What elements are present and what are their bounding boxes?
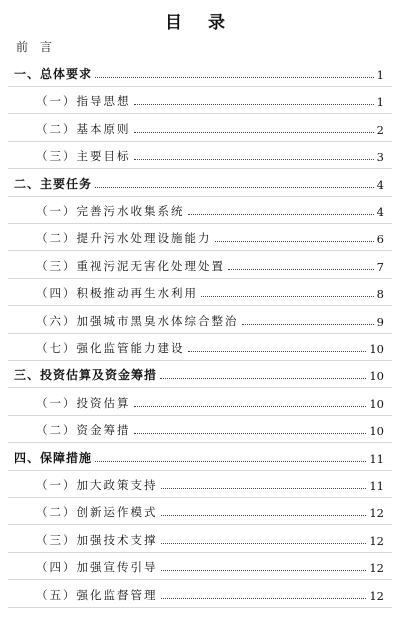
toc-entry-label: （一）指导思想: [36, 94, 131, 109]
toc-entry-label: （三）主要目标: [36, 149, 131, 164]
toc-dot-leader: [134, 158, 374, 160]
toc-page-number: 9: [376, 314, 384, 329]
row-divider: [8, 141, 392, 142]
toc-section-entry[interactable]: [0, 365, 400, 383]
toc-subsection-entry[interactable]: [0, 146, 400, 164]
toc-dot-leader: [134, 432, 367, 434]
row-divider: [8, 442, 392, 443]
toc-dot-leader: [188, 350, 367, 352]
toc-entry-label: 一、总体要求: [14, 67, 93, 81]
row-divider: [8, 415, 392, 416]
toc-entry-label: 三、投资估算及资金筹措: [14, 368, 158, 383]
toc-dot-leader: [161, 487, 367, 489]
toc-entry-label: （一）完善污水收集系统: [36, 204, 185, 218]
toc-dot-leader: [188, 213, 374, 215]
toc-page-number: 11: [369, 451, 384, 466]
toc-subsection-entry[interactable]: [0, 393, 400, 411]
toc-dot-leader: [95, 460, 366, 462]
toc-subsection-entry[interactable]: [0, 256, 400, 274]
row-divider: [8, 86, 392, 87]
toc-entry-label: （三）重视污泥无害化处理处置: [36, 258, 225, 273]
toc-dot-leader: [95, 186, 374, 188]
row-divider: [8, 552, 392, 553]
toc-dot-leader: [161, 569, 367, 571]
toc-entry-label: （一）加大政策支持: [36, 478, 158, 492]
row-divider: [8, 278, 392, 279]
toc-entry-label: （三）加强技术支撑: [36, 532, 158, 547]
row-divider: [8, 223, 392, 224]
toc-dot-leader: [95, 76, 374, 78]
toc-entry-label: （二）创新运作模式: [36, 505, 158, 520]
toc-page-number: 4: [376, 205, 384, 219]
toc-dot-leader: [228, 268, 374, 270]
toc-subsection-entry[interactable]: [0, 420, 400, 438]
toc-subsection-entry[interactable]: [0, 557, 400, 575]
toc-page-number: 11: [369, 479, 384, 493]
toc-page-number: 12: [369, 561, 384, 576]
toc-page-number: 12: [369, 533, 384, 548]
toc-subsection-entry[interactable]: [0, 530, 400, 548]
preface-heading: 前 言: [16, 40, 56, 54]
toc-dot-leader: [134, 103, 374, 105]
row-divider: [8, 113, 392, 114]
toc-dot-leader: [134, 131, 374, 133]
toc-page-number: 3: [376, 150, 384, 165]
row-divider: [8, 524, 392, 525]
toc-subsection-entry[interactable]: [0, 91, 400, 109]
toc-entry-label: （六）加强城市黑臭水体综合整治: [36, 313, 239, 328]
row-divider: [8, 168, 392, 169]
toc-page-number: 1: [376, 95, 384, 110]
row-divider: [8, 196, 392, 197]
toc-page-number: 6: [376, 232, 384, 247]
toc-entry-label: （七）强化监管能力建设: [36, 341, 185, 355]
toc-page-number: 2: [376, 122, 384, 137]
toc-dot-leader: [134, 405, 367, 407]
toc-page-number: 10: [369, 342, 384, 356]
row-divider: [8, 579, 392, 580]
toc-entry-label: （一）投资估算: [36, 395, 131, 410]
row-divider: [8, 250, 392, 251]
toc-subsection-entry[interactable]: [0, 283, 400, 301]
toc-subsection-entry[interactable]: [0, 502, 400, 520]
row-divider: [8, 470, 392, 471]
toc-dot-leader: [161, 514, 367, 516]
toc-subsection-entry[interactable]: [0, 228, 400, 246]
toc-subsection-entry[interactable]: [0, 201, 400, 219]
toc-page-number: 1: [376, 68, 384, 82]
toc-entry-label: （四）积极推动再生水利用: [36, 286, 198, 301]
row-divider: [8, 497, 392, 498]
toc-entry-label: （五）强化监督管理: [36, 587, 158, 602]
toc-section-entry[interactable]: [0, 448, 400, 466]
toc-entry-label: 四、保障措施: [14, 450, 93, 465]
toc-subsection-entry[interactable]: [0, 585, 400, 603]
toc-page-number: 8: [376, 287, 384, 302]
toc-page-number: 10: [369, 396, 384, 411]
row-divider: [8, 387, 392, 388]
toc-page-number: 7: [376, 259, 384, 274]
toc-dot-leader: [160, 377, 366, 379]
toc-section-entry[interactable]: [0, 174, 400, 192]
toc-subsection-entry[interactable]: [0, 475, 400, 493]
toc-subsection-entry[interactable]: [0, 338, 400, 356]
toc-dot-leader: [215, 240, 374, 242]
toc-subsection-entry[interactable]: [0, 311, 400, 329]
toc-page-number: 12: [369, 506, 384, 521]
toc-dot-leader: [201, 295, 374, 297]
toc-entry-label: （二）资金筹措: [36, 423, 131, 438]
toc-entry-label: （二）提升污水处理设施能力: [36, 231, 212, 246]
page-title: 目 录: [165, 13, 235, 33]
toc-section-entry[interactable]: [0, 64, 400, 82]
row-divider: [8, 360, 392, 361]
toc-page-number: 10: [369, 424, 384, 439]
toc-page-number: 10: [369, 369, 384, 384]
toc-subsection-entry[interactable]: [0, 119, 400, 137]
row-divider: [8, 607, 392, 608]
toc-entry-label: （二）基本原则: [36, 121, 131, 136]
toc-dot-leader: [161, 542, 367, 544]
toc-page-number: 4: [376, 177, 384, 192]
row-divider: [8, 305, 392, 306]
toc-entry-label: 二、主要任务: [14, 176, 93, 191]
toc-page-number: 12: [369, 588, 384, 603]
toc-dot-leader: [242, 323, 374, 325]
toc-entry-label: （四）加强宣传引导: [36, 560, 158, 575]
toc-dot-leader: [161, 597, 367, 599]
row-divider: [8, 333, 392, 334]
